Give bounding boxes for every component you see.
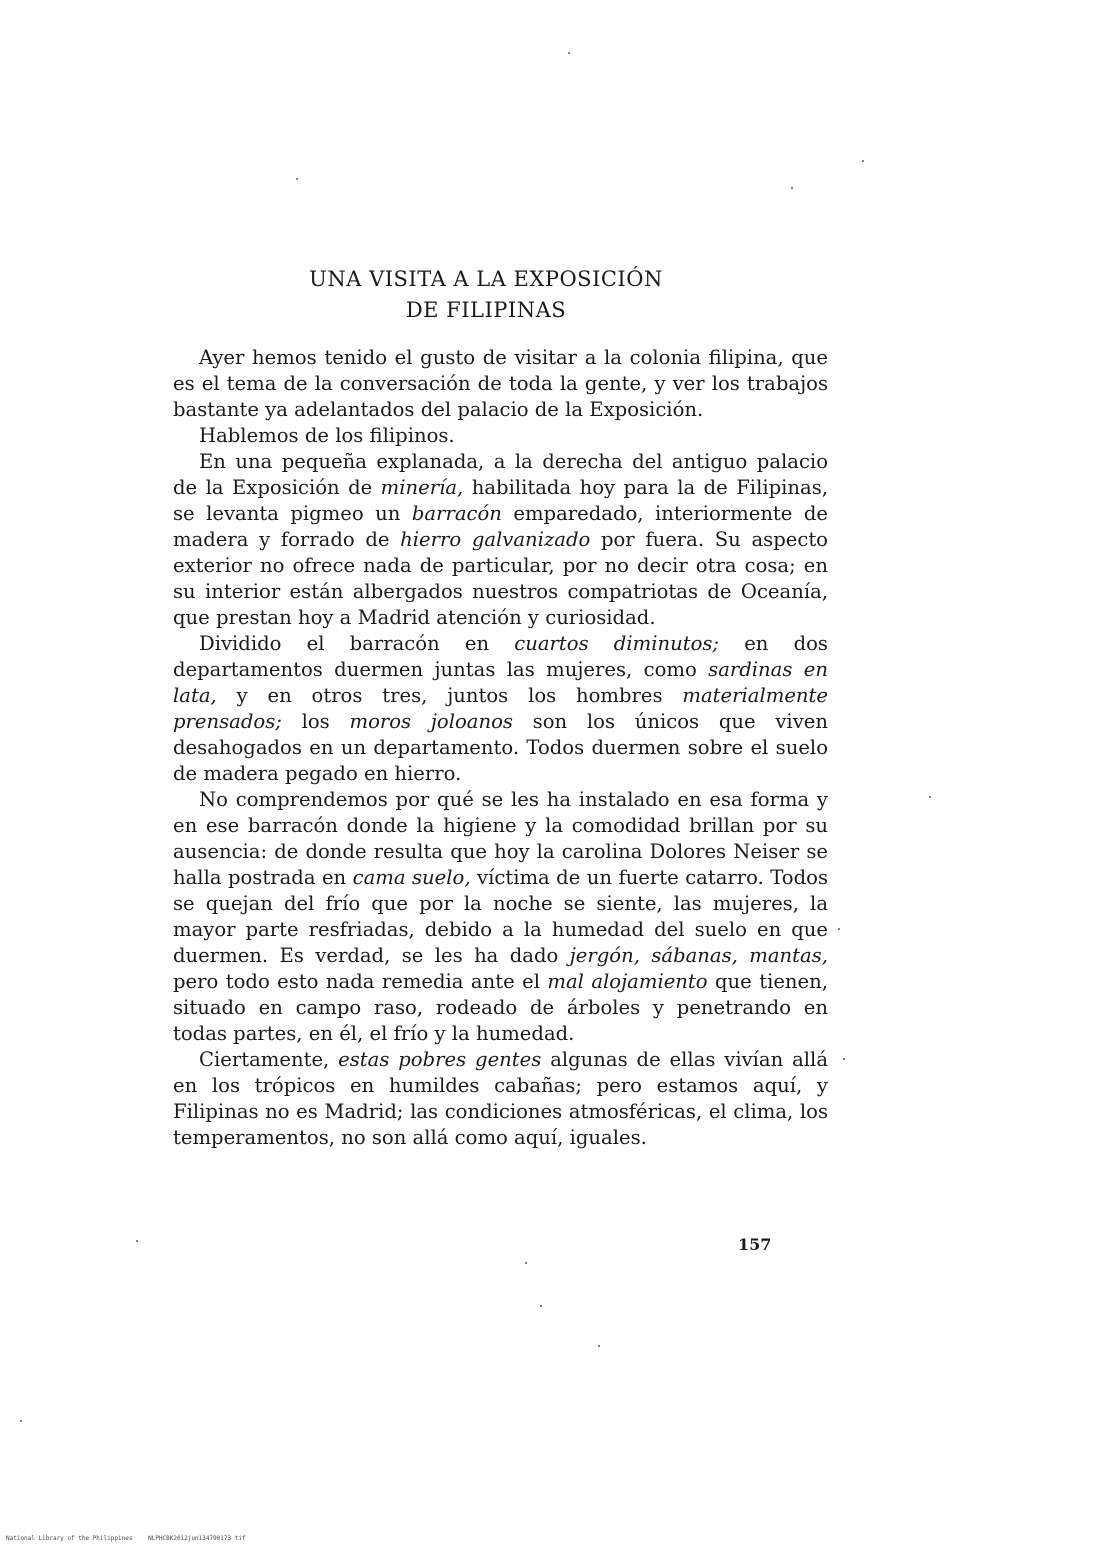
- scan-speck: [929, 796, 931, 798]
- text-segment: No comprendemos por qué se les ha instalado en esa forma y en ese barracón donde la higiene y la comodidad brillan por su ausencia: de donde resulta que hoy la carolina Dolores Neiser se halla postrada en: [173, 788, 828, 889]
- italic-segment: estas pobres gentes: [338, 1048, 542, 1071]
- scan-speck: [862, 160, 864, 162]
- paragraph: [173, 1047, 828, 1151]
- text-segment: y en otros tres, juntos los hombres: [216, 684, 683, 707]
- text-segment: emparedado, interiormente de madera y forrado de: [173, 502, 829, 551]
- scan-speck: [791, 187, 793, 189]
- page-title-line-1: UNA VISITA A LA EXPOSICIÓN: [309, 267, 663, 291]
- scan-file-id: NLPHCBK2012jun134790173 tif: [148, 1535, 246, 1542]
- scan-speck: [20, 1420, 22, 1422]
- scan-speck: [598, 1345, 600, 1347]
- italic-segment: moros joloanos: [349, 710, 513, 733]
- italic-segment: materialmente prensados;: [173, 684, 828, 733]
- library-credit: National Library of the Philippines: [6, 1535, 133, 1542]
- text-segment: Ciertamente,: [199, 1048, 339, 1071]
- text-segment: habilitada hoy para la de Filipinas, se levanta pigmeo un: [173, 476, 828, 525]
- italic-segment: mal alojamiento: [547, 970, 708, 993]
- scan-speck: [540, 1305, 542, 1307]
- text-segment: En una pequeña explanada, a la derecha del antiguo palacio de la Exposición de: [173, 450, 828, 499]
- italic-segment: cama suelo,: [352, 866, 471, 889]
- paragraph: [173, 787, 828, 1047]
- italic-segment: sardinas en lata,: [173, 658, 828, 707]
- italic-segment: cuartos diminutos;: [514, 632, 720, 655]
- scan-speck: [296, 178, 298, 180]
- text-segment: Hablemos de los filipinos.: [199, 424, 455, 447]
- text-segment: en dos departamentos duermen juntas las mujeres, como: [173, 632, 828, 681]
- scan-speck: [136, 1240, 138, 1242]
- paragraph: [173, 449, 828, 631]
- text-segment: que tienen, situado en campo raso, rodeado de árboles y penetrando en todas partes, en él, el frío y la humedad.: [173, 970, 828, 1045]
- text-segment: los: [281, 710, 350, 733]
- italic-segment: jergón, sábanas, mantas,: [569, 944, 828, 967]
- scan-speck: [838, 928, 840, 930]
- text-segment: víctima de un fuerte catarro. Todos se quejan del frío que por la noche se siente, las mujeres, la mayor parte resfriadas, debido a la humedad del suelo en que duermen. Es verdad, se les ha dado: [173, 866, 828, 967]
- text-segment: Ayer hemos tenido el gusto de visitar a la colonia filipina, que es el tema de la conversación de toda la gente, y ver los trabajos bastante ya adelantados del palacio de la Exposición.: [173, 346, 828, 421]
- scan-speck: [843, 1058, 845, 1060]
- paragraph: [173, 631, 828, 787]
- article-body: [173, 345, 828, 1151]
- text-segment: por fuera. Su aspecto exterior no ofrece nada de particular, por no decir otra cosa; en su interior están albergados nuestros compatriotas de Oceanía, que prestan hoy a Madrid atención y curiosidad.: [173, 528, 828, 629]
- paragraph: [173, 423, 828, 449]
- scan-footer: [6, 1535, 258, 1542]
- text-segment: algunas de ellas vivían allá en los trópicos en humildes cabañas; pero estamos aquí, y Filipinas no es Madrid; las condiciones atmosféricas, el clima, los temperamentos, no son allá como aquí, iguales.: [173, 1048, 829, 1149]
- scan-speck: [525, 1262, 527, 1264]
- scan-speck: [568, 52, 570, 54]
- text-segment: pero todo esto nada remedia ante el: [173, 970, 548, 993]
- italic-segment: minería,: [380, 476, 464, 499]
- page-number: 157: [738, 1235, 772, 1254]
- italic-segment: hierro galvanizado: [400, 528, 591, 551]
- text-segment: son los únicos que viven desahogados en un departamento. Todos duermen sobre el suelo de madera pegado en hierro.: [173, 710, 828, 785]
- italic-segment: barracón: [411, 502, 502, 525]
- page-title-line-2: DE FILIPINAS: [405, 298, 567, 322]
- paragraph: [173, 345, 828, 423]
- text-segment: Dividido el barracón en: [199, 632, 515, 655]
